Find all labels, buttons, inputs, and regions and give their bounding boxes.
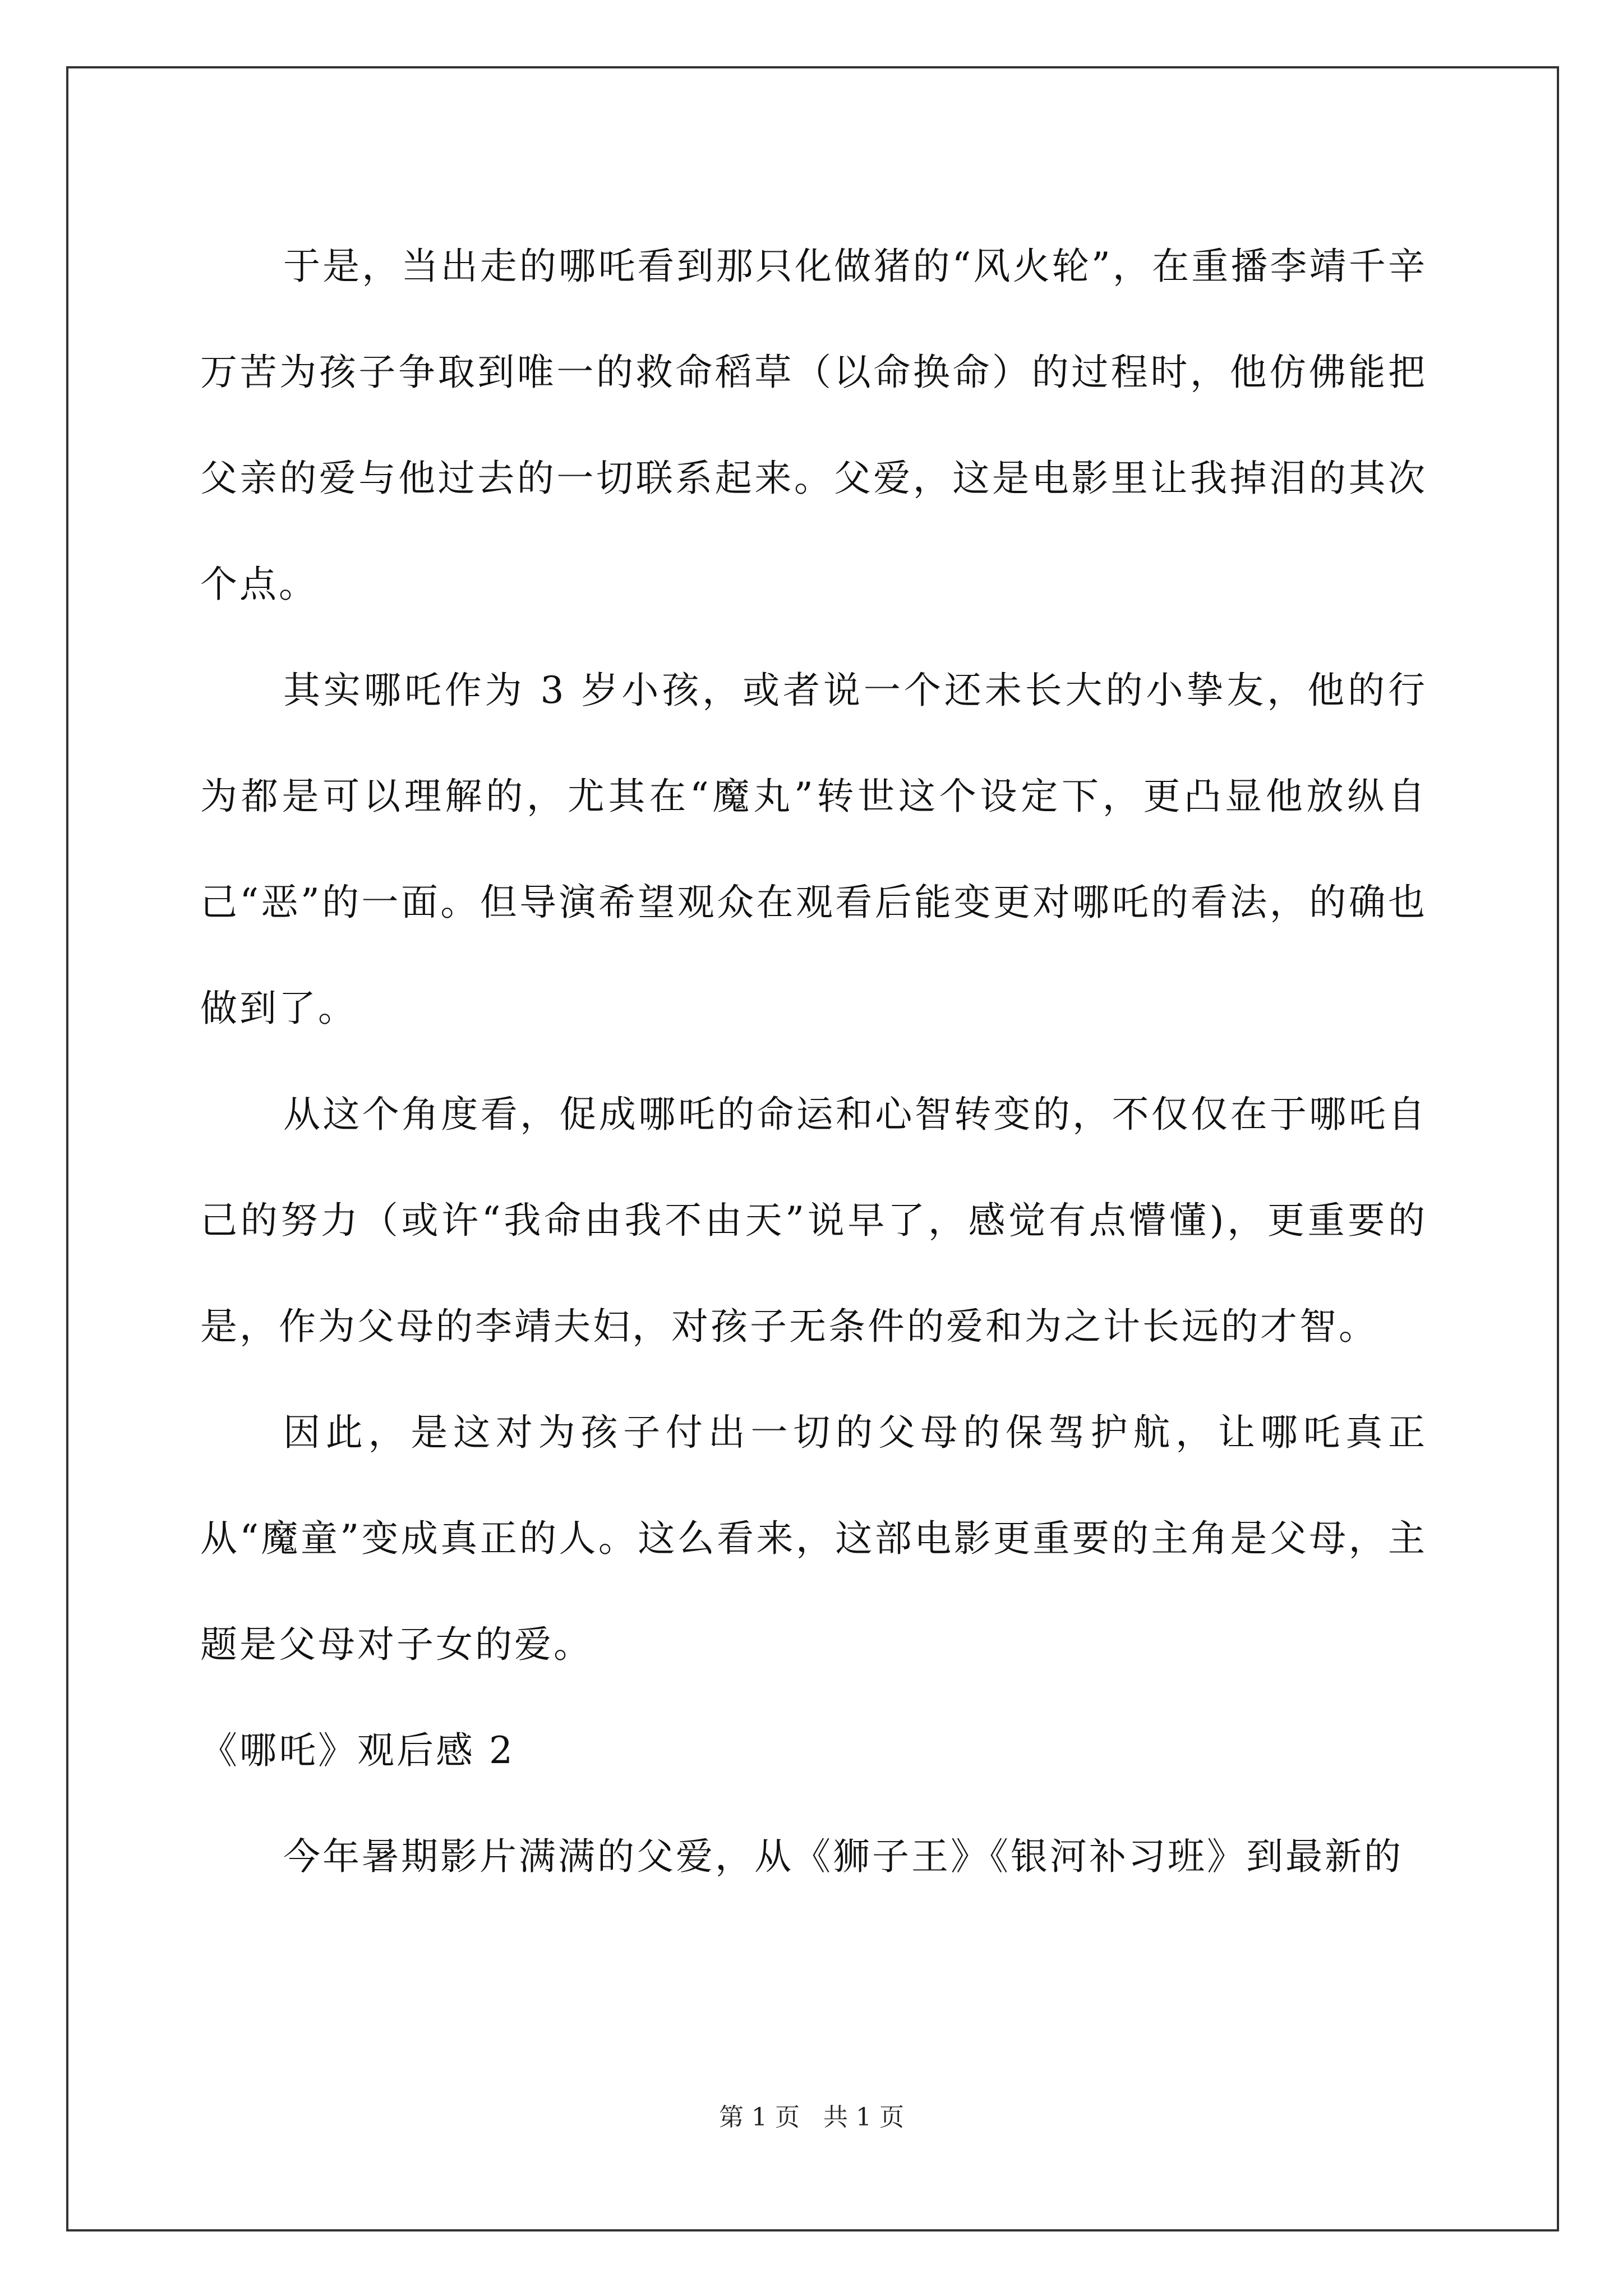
page-number: 第 1 页: [719, 2103, 800, 2132]
page-footer: [0, 2101, 1623, 2134]
section-heading: 《哪吒》观后感 2: [200, 1729, 515, 1772]
paragraph-5: 今年暑期影片满满的父爱，从《狮子王》《银河补习班》到最新的: [283, 1835, 1403, 1878]
page-total: 共 1 页: [823, 2103, 904, 2132]
document-body: [200, 213, 1427, 1910]
paragraph-1: 于是，当出走的哪吒看到那只化做猪的“风火轮”，在重播李靖千辛万苦为孩子争取到唯一的救命稻草（以命换命）的过程时，他仿佛能把父亲的爱与他过去的一切联系起来。父爱，这是电影里让我掉泪的其次个点。: [200, 245, 1427, 606]
paragraph-4: 因此，是这对为孩子付出一切的父母的保驾护航，让哪吒真正从“魔童”变成真正的人。这么看来，这部电影更重要的主角是父母，主题是父母对子女的爱。: [200, 1411, 1427, 1666]
paragraph-3: 从这个角度看，促成哪吒的命运和心智转变的，不仅仅在于哪吒自己的努力（或许“我命由我不由天”说早了，感觉有点懵懂)，更重要的是，作为父母的李靖夫妇，对孩子无条件的爱和为之计长远的才智。: [200, 1093, 1427, 1348]
paragraph-2: 其实哪吒作为 3 岁小孩，或者说一个还未长大的小挚友，他的行为都是可以理解的，尤其在“魔丸”转世这个设定下，更凸显他放纵自己“恶”的一面。但导演希望观众在观看后能变更对哪吒的看法，的确也做到了。: [200, 669, 1427, 1030]
